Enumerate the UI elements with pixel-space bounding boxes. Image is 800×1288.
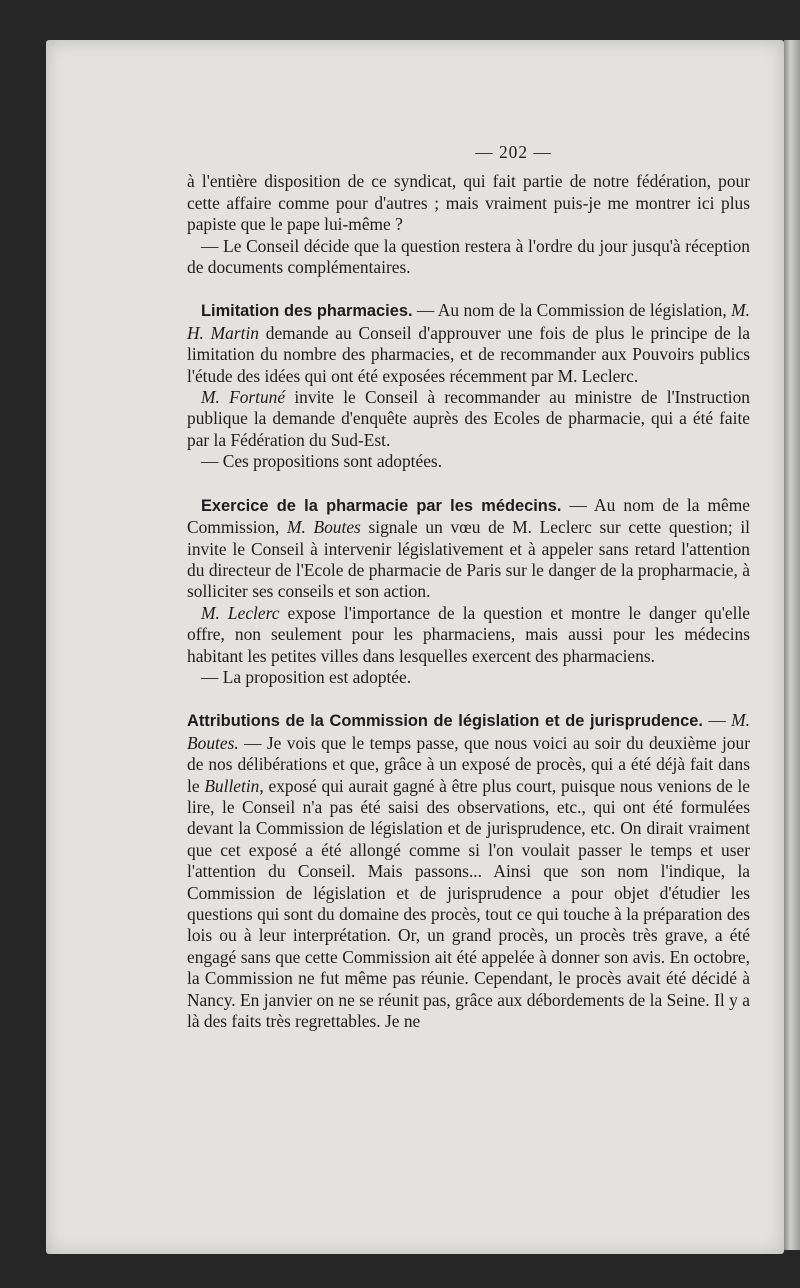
text: expose l'importance de la question et montre le danger qu'elle offre, non seulement pour les pharmaciens, mais aussi pour les médecins habitant les petites villes dans lesquelles exercent des pharmaciens. xyxy=(187,602,751,666)
speaker-name: M. H. Martin xyxy=(187,300,750,343)
speaker-name: M. Boutes xyxy=(286,517,361,538)
decision: — La proposition est adoptée. xyxy=(201,666,412,687)
text: invite le Conseil à recommander au ministre de l'Instruction publique la demande d'enquête auprès des Ecoles de pharmacie, qui a été faite par la Fédération du Sud-Est. xyxy=(187,387,750,450)
speaker-name: M. Boutes. xyxy=(187,710,750,753)
text: demande au Conseil d'approuver une fois de plus le principe de la limitation du nombre des pharmacies, et de recommander aux Pouvoirs publics l'étude des idées qui ont été exposées récemment par M. Leclerc. xyxy=(187,322,750,386)
section-exercice xyxy=(187,495,750,603)
section-attributions xyxy=(187,710,750,1032)
speaker-name: M. Leclerc xyxy=(201,602,280,623)
section-heading: Exercice de la pharmacie par les médecins. xyxy=(201,496,562,515)
paragraph xyxy=(187,603,750,667)
text: — Au nom de la Commission de législation, xyxy=(412,300,732,321)
decision: — Ces propositions sont adoptées. xyxy=(201,451,443,472)
text: , exposé qui aurait gagné à être plus court, puisque nous venions de le lire, le Conseil n'a pas été saisi des observations, etc., qui ont été formulées devant la Commission de législation et de jurisprudence, etc. On dirait vraiment que cet exposé a été allongé comme si l'on voulait passer le temps et user l'attention du Conseil. Mais passons... Ainsi que son nom l'indique, la Commission de législation et de jurisprudence a pour objet d'étudier les questions qui sont du domaine des procès, tout ce qui touche à la préparation des lois ou à leur interprétation. Or, un grand procès, un procès très grave, a été engagé sans que cette Commission ait été appelée à donner son avis. En octobre, la Commission ne fut même pas réunie. Cependant, le procès avait été décidé à Nancy. En janvier on ne se réunit pas, grâce aux débordements de la Seine. Il y a là des faits très regrettables. Je ne xyxy=(187,775,751,1032)
bulletin-title: Bulletin xyxy=(204,775,260,796)
text: — Je vois que le temps passe, que nous voici au soir du deuxième jour de nos délibérations et que, grâce à un exposé de procès, qui a été déjà fait dans le xyxy=(187,732,750,796)
section-heading: Attributions de la Commission de législation et de jurisprudence. xyxy=(187,712,703,731)
text: — xyxy=(702,710,732,731)
text-block xyxy=(187,142,750,1032)
text: — Au nom de la même Commission, xyxy=(187,494,750,538)
paragraph: — Le Conseil décide que la question restera à l'ordre du jour jusqu'à réception de documents complémentaires. xyxy=(187,235,750,278)
page-number: — 202 — xyxy=(475,142,552,162)
section-heading: Limitation des pharmacies. xyxy=(201,302,413,321)
section-limitation xyxy=(187,300,750,387)
page-edge xyxy=(784,40,800,1250)
speaker-name: M. Fortuné xyxy=(201,387,286,408)
text: signale un vœu de M. Leclerc sur cette question; il invite le Conseil à intervenir législativement et à appeler sans retard l'attention du directeur de l'Ecole de pharmacie de Paris sur le danger de la propharmacie, à solliciter ses conseils et son action. xyxy=(187,517,750,602)
paragraph xyxy=(187,387,750,451)
paragraph: à l'entière disposition de ce syndicat, qui fait partie de notre fédération, pour cette affaire comme pour d'autres ; mais vraiment puis-je me montrer ici plus papiste que le pape lui-même ? xyxy=(187,171,750,235)
